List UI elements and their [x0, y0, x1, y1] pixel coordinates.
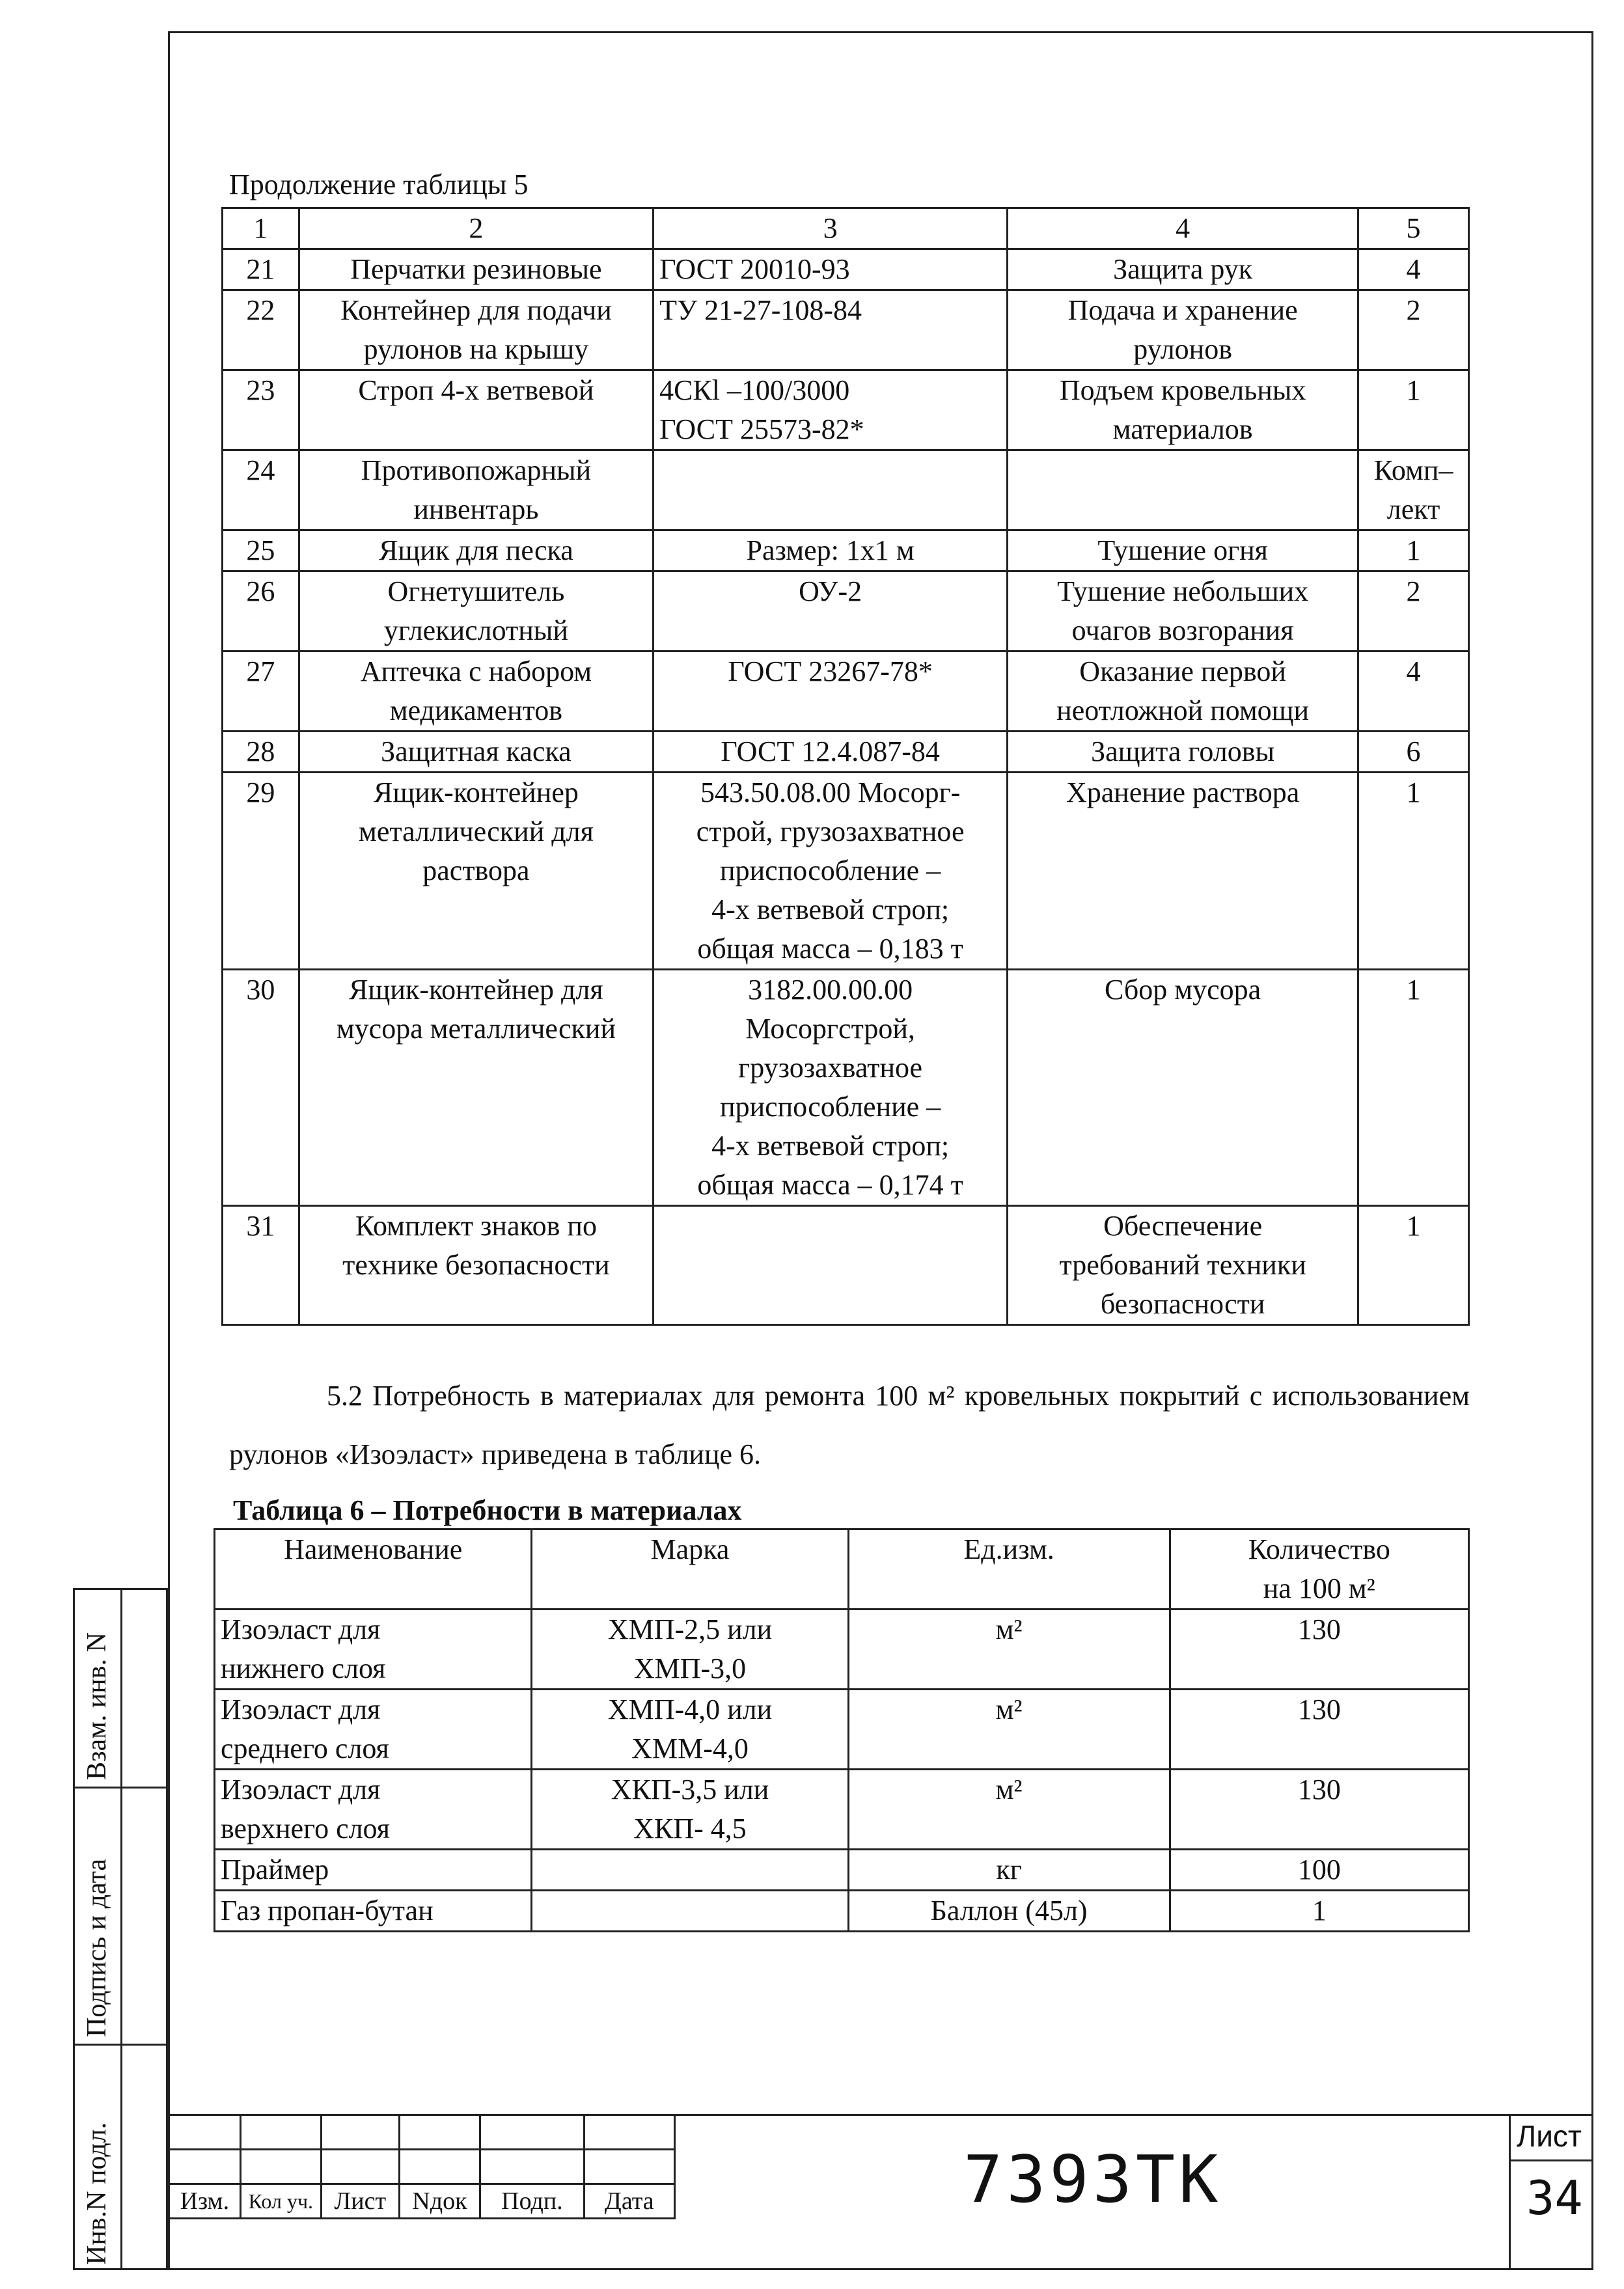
table5-cell: Тушение огня [1008, 530, 1358, 571]
table6-cell: Праймер [215, 1850, 532, 1891]
table5-cell: ОУ-2 [654, 571, 1008, 651]
table5-cell: Сбор мусора [1008, 970, 1358, 1206]
table5-cell: Комп– лект [1358, 450, 1469, 530]
table5-cell: Размер: 1x1 м [654, 530, 1008, 571]
table6-cell: ХМП-4,0 или ХММ-4,0 [532, 1690, 848, 1770]
table6-row [215, 1610, 1469, 1690]
stamp-label-podp: Подп. [480, 2184, 584, 2219]
table6-cell: м² [848, 1690, 1170, 1770]
table6-cell: 130 [1170, 1610, 1468, 1690]
table5-cell: ГОСТ 20010-93 [654, 249, 1008, 290]
stamp-label-kolvo: Кол уч. [240, 2184, 321, 2219]
table5-cell: 1 [223, 208, 299, 249]
table5-cell: 3182.00.00.00 Мосоргстрой, грузозахватное приспособление – 4-х ветвевой строп; общая масса – 0,174 т [654, 970, 1008, 1206]
stamp-grid [168, 2114, 676, 2219]
table6-cell: Ед.изм. [848, 1529, 1170, 1610]
table6 [213, 1528, 1470, 1932]
table5-cell: Строп 4-х ветвевой [299, 370, 653, 450]
table5-cell: Ящик-контейнер для мусора металлический [299, 970, 653, 1206]
table5-cell: 4 [1358, 249, 1469, 290]
table5-cell: 27 [223, 651, 299, 732]
paragraph-text: 5.2 Потребность в материалах для ремонта 100 м² кровельных покрытий с использованием рулонов «Изоэласт» приведена в таблице 6. [229, 1380, 1470, 1470]
table5-cell: ТУ 21-27-108-84 [654, 290, 1008, 370]
table5-cell: 5 [1358, 208, 1469, 249]
table5-cell: 31 [223, 1206, 299, 1325]
table5-cell [654, 1206, 1008, 1325]
table5-cell: Защита головы [1008, 732, 1358, 773]
table6-row [215, 1850, 1469, 1891]
table6-cell: Баллон (45л) [848, 1891, 1170, 1932]
table6-header-row [215, 1529, 1469, 1610]
table5-row [223, 1206, 1469, 1325]
table6-row [215, 1891, 1469, 1932]
table5-cell: Контейнер для подачи рулонов на крышу [299, 290, 653, 370]
table5-cell: Противопожарный инвентарь [299, 450, 653, 530]
table6-row [215, 1770, 1469, 1850]
table5-cell: 543.50.08.00 Мосорг- строй, грузозахватное приспособление – 4-х ветвевой строп; общая масса – 0,183 т [654, 773, 1008, 970]
table5-cell: 22 [223, 290, 299, 370]
table5-row [223, 370, 1469, 450]
table5-cell: Хранение раствора [1008, 773, 1358, 970]
stamp-label-ndok: Nдок [399, 2184, 480, 2219]
table6-title: Таблица 6 – Потребности в материалах [233, 1494, 742, 1526]
table6-cell: Газ пропан-бутан [215, 1891, 532, 1932]
table5-cell: 1 [1358, 530, 1469, 571]
table5-cell: 1 [1358, 970, 1469, 1206]
table5-row [223, 530, 1469, 571]
table5-cell: Обеспечение требований техники безопасности [1008, 1206, 1358, 1325]
table6-cell: Марка [532, 1529, 848, 1610]
table5-cell: 28 [223, 732, 299, 773]
table5-cell: Комплект знаков по технике безопасности [299, 1206, 653, 1325]
table5 [221, 207, 1470, 1326]
table5-cell: Защита рук [1008, 249, 1358, 290]
table5-cell: 1 [1358, 370, 1469, 450]
table5-cell: Аптечка с набором медикаментов [299, 651, 653, 732]
table5-cell: ГОСТ 23267-78* [654, 651, 1008, 732]
table5-row [223, 290, 1469, 370]
table6-cell: Количество на 100 м² [1170, 1529, 1468, 1610]
table5-cell: 1 [1358, 773, 1469, 970]
table5-cell [654, 450, 1008, 530]
table6-cell: Изоэласт для верхнего слоя [215, 1770, 532, 1850]
table5-cell: Огнетушитель углекислотный [299, 571, 653, 651]
side-label-vzam: Взам. инв. N [82, 1632, 112, 1780]
table6-cell: м² [848, 1770, 1170, 1850]
side-label-podpis: Подпись и дата [82, 1858, 112, 2037]
table5-cell: ГОСТ 12.4.087-84 [654, 732, 1008, 773]
table5-cell: 1 [1358, 1206, 1469, 1325]
table6-cell: 130 [1170, 1770, 1468, 1850]
stamp-label-izm: Изм. [169, 2184, 241, 2219]
table5-row [223, 651, 1469, 732]
paragraph-5-2 [229, 1367, 1470, 1484]
table6-cell: кг [848, 1850, 1170, 1891]
table6-cell: ХМП-2,5 или ХМП-3,0 [532, 1610, 848, 1690]
table5-cell: 2 [1358, 571, 1469, 651]
table6-cell: 130 [1170, 1690, 1468, 1770]
table5-cell: Подача и хранение рулонов [1008, 290, 1358, 370]
table6-cell: Изоэласт для среднего слоя [215, 1690, 532, 1770]
document-code: 7393ТК [963, 2141, 1222, 2217]
table5-cell: 29 [223, 773, 299, 970]
side-label-inv: Инв.N подл. [82, 2122, 112, 2265]
table5-cell: Ящик для песка [299, 530, 653, 571]
table5-cell: 2 [1358, 290, 1469, 370]
table5-row [223, 249, 1469, 290]
table5-cell: 4 [1358, 651, 1469, 732]
sheet-number: 34 [1526, 2171, 1583, 2225]
table5-row [223, 450, 1469, 530]
table5-header-row [223, 208, 1469, 249]
table5-cell: 25 [223, 530, 299, 571]
table5-cell [1008, 450, 1358, 530]
table5-cell: 26 [223, 571, 299, 651]
table5-cell: Тушение небольших очагов возгорания [1008, 571, 1358, 651]
table5-cell: Перчатки резиновые [299, 249, 653, 290]
table5-row [223, 970, 1469, 1206]
table6-cell: ХКП-3,5 или ХКП- 4,5 [532, 1770, 848, 1850]
table6-row [215, 1690, 1469, 1770]
table5-cell: 23 [223, 370, 299, 450]
table5-cell: Защитная каска [299, 732, 653, 773]
table5-cell: 3 [654, 208, 1008, 249]
table6-cell: 1 [1170, 1891, 1468, 1932]
table5-cell: 4СКl –100/3000 ГОСТ 25573-82* [654, 370, 1008, 450]
table5-cell: 21 [223, 249, 299, 290]
stamp-label-list: Лист [321, 2184, 399, 2219]
table5-row [223, 571, 1469, 651]
table6-cell: Наименование [215, 1529, 532, 1610]
table5-cell: 24 [223, 450, 299, 530]
table5-cell: 6 [1358, 732, 1469, 773]
table5-cell: Подъем кровельных материалов [1008, 370, 1358, 450]
table6-cell: 100 [1170, 1850, 1468, 1891]
table6-cell: Изоэласт для нижнего слоя [215, 1610, 532, 1690]
table6-cell [532, 1891, 848, 1932]
table5-cell: 30 [223, 970, 299, 1206]
table5-cell: 2 [299, 208, 653, 249]
table5-cell: 4 [1008, 208, 1358, 249]
table5-row [223, 732, 1469, 773]
table5-cell: Оказание первой неотложной помощи [1008, 651, 1358, 732]
table5-cell: Ящик-контейнер металлический для раствора [299, 773, 653, 970]
table6-cell: м² [848, 1610, 1170, 1690]
table5-continuation-caption: Продолжение таблицы 5 [229, 169, 529, 200]
table5-row [223, 773, 1469, 970]
table6-cell [532, 1850, 848, 1891]
sheet-label: Лист [1517, 2119, 1582, 2153]
stamp-label-data: Дата [584, 2184, 674, 2219]
